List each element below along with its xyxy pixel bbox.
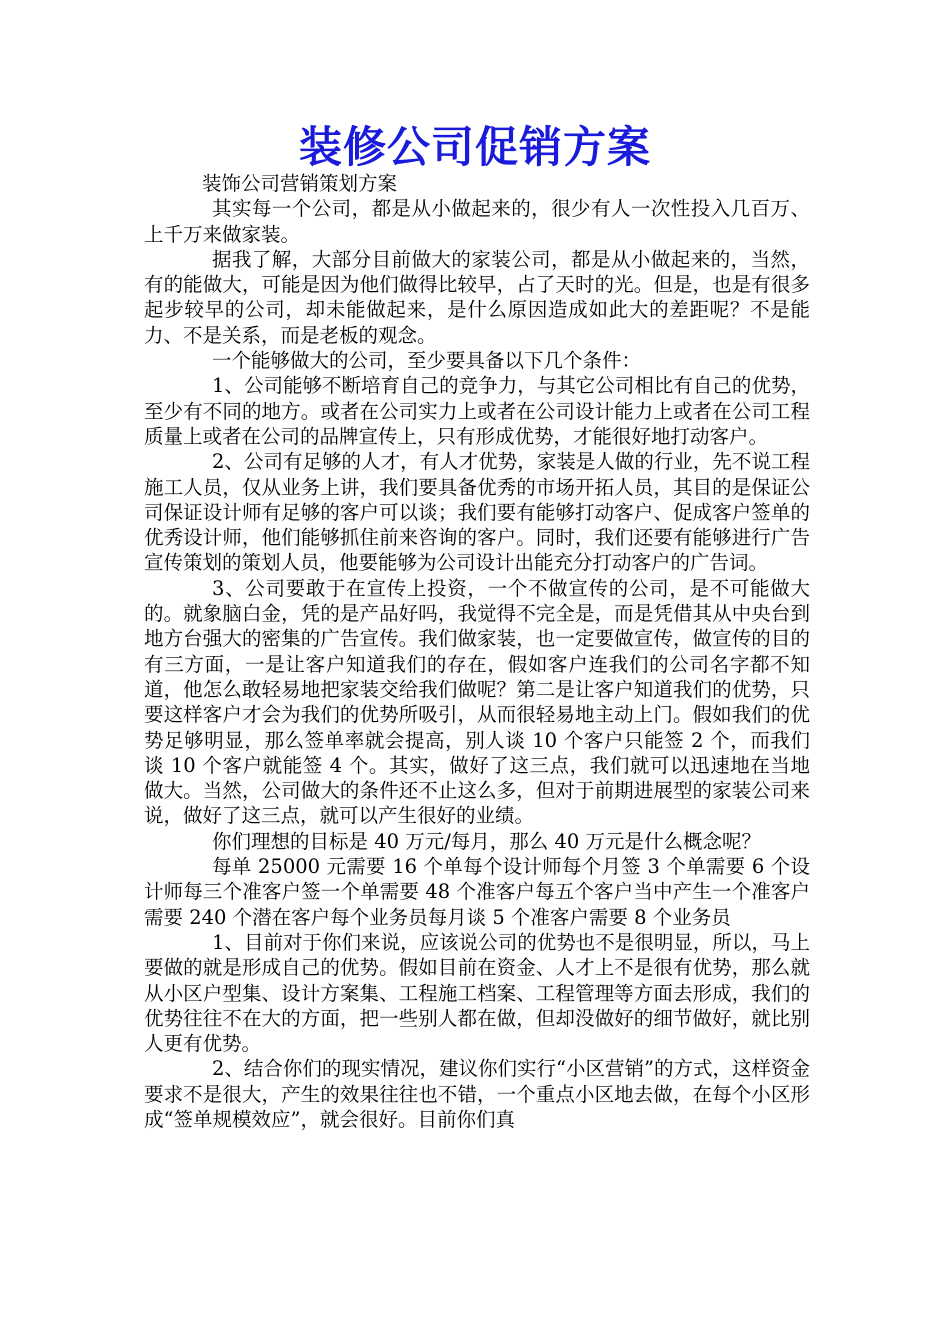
subtitle-paragraph: 装饰公司营销策划方案 <box>202 172 398 195</box>
list-paragraph: 2、公司有足够的人才，有人才优势，家装是人做的行业，先不说工程施工人员，仅从业务上讲，我们要具备优秀的市场开拓人员，其目的是保证公司保证设计师有足够的客户可以谈；我们要有能够打动客户、促成客户签单的优秀设计师，他们能够抓住前来咨询的客户。同时，我们还要有能够进行广告宣传策划的策划人员，他要能够为公司设计出能充分打动客户的广告词。 <box>144 450 810 575</box>
list-paragraph: 2、结合你们的现实情况，建议你们实行“小区营销”的方式，这样资金要求不是很大，产生的效果往往也不错，一个重点小区地去做，在每个小区形成“签单规模效应”，就会很好。目前你们真 <box>144 1057 810 1131</box>
list-paragraph: 3、公司要敢于在宣传上投资，一个不做宣传的公司，是不可能做大的。就象脑白金，凭的是产品好吗，我觉得不完全是，而是凭借其从中央台到地方台强大的密集的广告宣传。我们做家装，也一定要做宣传，做宣传的目的有三方面，一是让客户知道我们的存在，假如客户连我们的公司名字都不知道，他怎么敢轻易地把家装交给我们做呢？第二是让客户知道我们的优势，只要这样客户才会为我们的优势所吸引，从而很轻易地主动上门。假如我们的优势足够明显，那么签单率就会提高，别人谈 10 个客户只能签 2 个，而我们谈 10 个客户就能签 4 个。其实，做好了这三点，我们就可以迅速地在当地做大。当然，公司做大的条件还不止这么多，但对于前期进展型的家装公司来说，做好了这三点，就可以产生很好的业绩。 <box>144 576 810 828</box>
body-paragraph: 据我了解，大部分目前做大的家装公司，都是从小做起来的，当然，有的能做大，可能是因为他们做得比较早，占了天时的光。但是，也是有很多起步较早的公司，却未能做起来，是什么原因造成如此大的差距呢？不是能力、不是关系，而是老板的观念。 <box>144 247 810 347</box>
document-body <box>144 171 810 1132</box>
document-title: 装修公司促销方案 <box>299 123 651 173</box>
body-paragraph: 你们理想的目标是 40 万元/每月，那么 40 万元是什么概念呢？ <box>212 829 761 853</box>
list-paragraph: 1、公司能够不断培育自己的竞争力，与其它公司相比有自己的优势，至少有不同的地方。或者在公司实力上或者在公司设计能力上或者在公司工程质量上或者在公司的品牌宣传上，只有形成优势，才能很好地打动客户。 <box>144 374 810 448</box>
body-paragraph: 一个能够做大的公司，至少要具备以下几个条件： <box>212 349 642 373</box>
body-paragraph: 其实每一个公司，都是从小做起来的，很少有人一次性投入几百万、上千万来做家装。 <box>144 197 810 246</box>
list-paragraph: 1、目前对于你们来说，应该说公司的优势也不是很明显，所以，马上要做的就是形成自己的优势。假如目前在资金、人才上不是很有优势，那么就从小区户型集、设计方案集、工程施工档案、工程管理等方面去形成，我们的优势往往不在大的方面，把一些别人都在做，但却没做好的细节做好，就比别人更有优势。 <box>144 930 810 1056</box>
body-paragraph: 每单 25000 元需要 16 个单每个设计师每个月签 3 个单需要 6 个设计师每三个准客户签一个单需要 48 个准客户每五个客户当中产生一个准客户需要 240 个潜在客户每个业务员每月谈 5 个准客户需要 8 个业务员 <box>144 855 810 929</box>
